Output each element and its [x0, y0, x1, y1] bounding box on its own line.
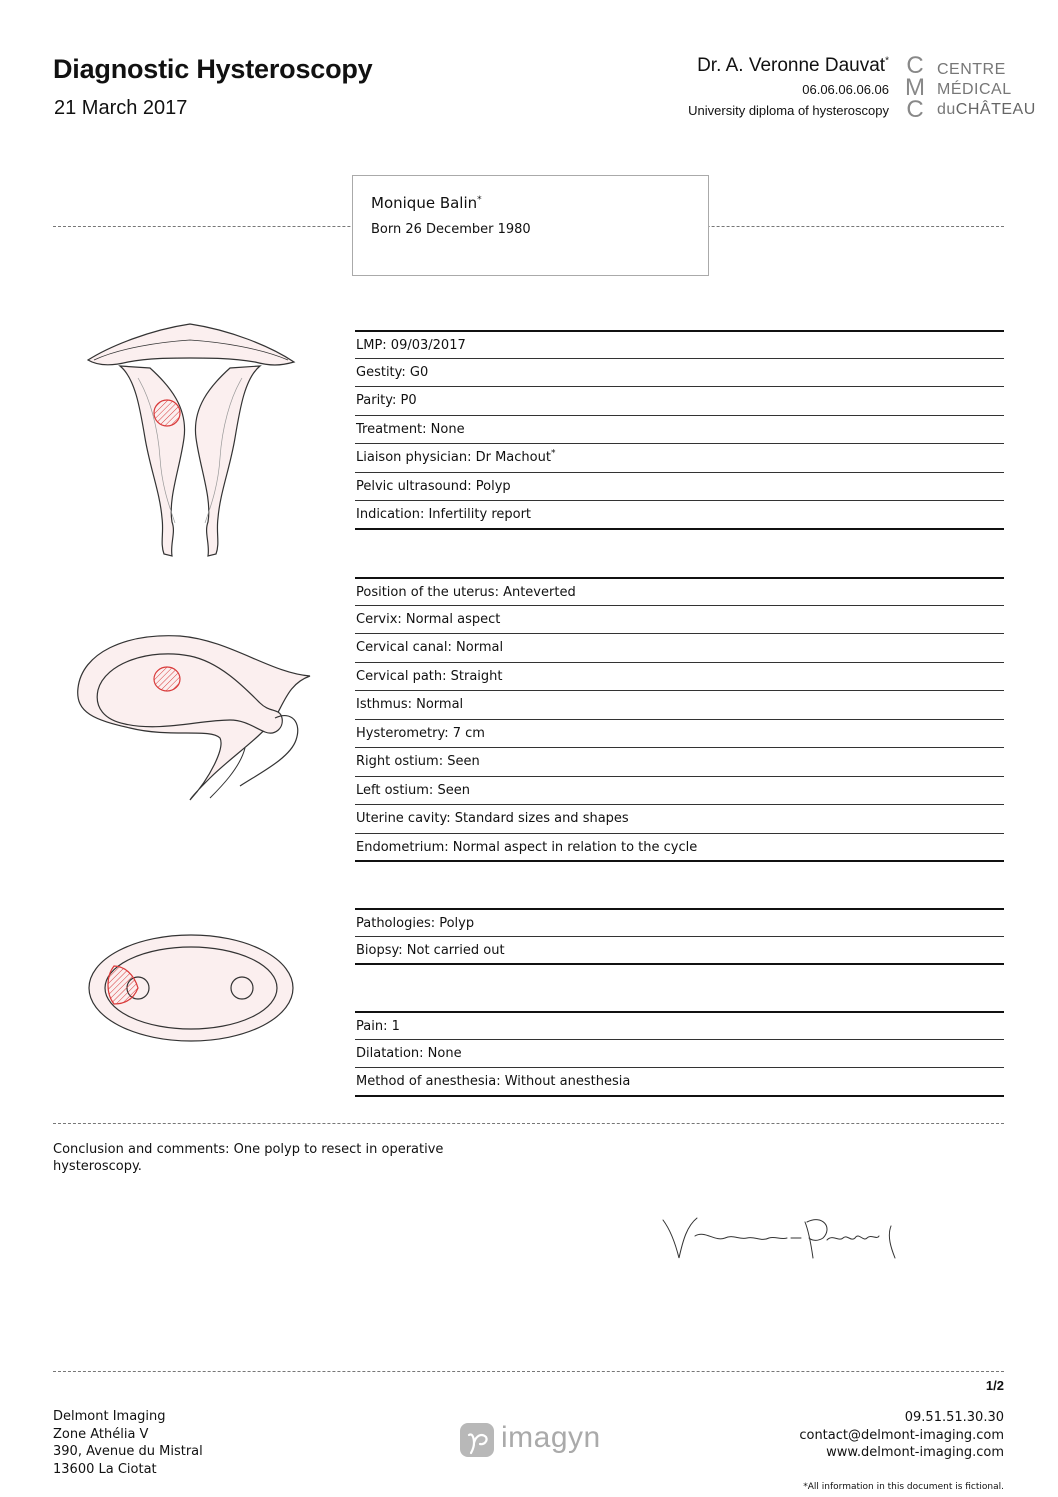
company-contact: 09.51.51.30.30 contact@delmont-imaging.com www.delmont-imaging.com: [799, 1410, 1004, 1460]
table-row: LMP: 09/03/2017: [355, 330, 1004, 359]
doctor-name: Dr. A. Veronne Dauvat*: [697, 55, 889, 76]
table-row: Cervical path: Straight: [355, 663, 1004, 692]
document-date: 21 March 2017: [54, 97, 188, 119]
page-number: 1/2: [985, 1378, 1004, 1393]
table-row: Treatment: None: [355, 416, 1004, 445]
table-row: Left ostium: Seen: [355, 777, 1004, 806]
table-row: Gestity: G0: [355, 359, 1004, 388]
imagyn-logo-icon: [460, 1423, 494, 1457]
uterine-cavity-diagram: [86, 932, 296, 1044]
patient-birthdate: Born 26 December 1980: [371, 222, 531, 237]
table-row: Right ostium: Seen: [355, 748, 1004, 777]
table-row: Liaison physician: Dr Machout*: [355, 444, 1004, 473]
table-row: Method of anesthesia: Without anesthesia: [355, 1068, 1004, 1097]
fiction-footnote: *All information in this document is fictional.: [803, 1482, 1004, 1492]
history-table: [355, 330, 1004, 530]
doctor-diploma: University diploma of hysteroscopy: [688, 103, 889, 118]
divider-dashed: [53, 1371, 1004, 1372]
uterus-frontal-diagram: [80, 318, 305, 563]
doctor-phone: 06.06.06.06.06: [802, 82, 889, 97]
table-row: Pathologies: Polyp: [355, 908, 1004, 937]
table-row: Pelvic ultrasound: Polyp: [355, 473, 1004, 502]
table-row: Indication: Infertility report: [355, 501, 1004, 530]
divider-dashed: [53, 1123, 1004, 1124]
clinic-name: CENTRE MÉDICAL duCHÂTEAU: [937, 61, 1036, 118]
table-row: Endometrium: Normal aspect in relation to the cycle: [355, 834, 1004, 863]
exam-table: [355, 577, 1004, 862]
findings-table: [355, 908, 1004, 965]
table-row: Cervix: Normal aspect: [355, 606, 1004, 635]
procedure-table: [355, 1011, 1004, 1097]
table-row: Isthmus: Normal: [355, 691, 1004, 720]
document-title: Diagnostic Hysteroscopy: [53, 54, 373, 84]
patient-card: [352, 175, 709, 276]
table-row: Position of the uterus: Anteverted: [355, 577, 1004, 606]
table-row: Cervical canal: Normal: [355, 634, 1004, 663]
table-row: Pain: 1: [355, 1011, 1004, 1040]
table-row: Uterine cavity: Standard sizes and shapes: [355, 805, 1004, 834]
table-row: Biopsy: Not carried out: [355, 937, 1004, 966]
conclusion-text: Conclusion and comments: One polyp to resect in operative hysteroscopy.: [53, 1142, 444, 1174]
table-row: Parity: P0: [355, 387, 1004, 416]
uterus-sagittal-diagram: [70, 628, 315, 806]
clinic-logo-mark: C M C: [905, 52, 925, 123]
imagyn-brand: imagyn: [501, 1421, 601, 1454]
patient-name: Monique Balin*: [371, 194, 482, 212]
doctor-signature: [655, 1208, 915, 1268]
company-address: Delmont Imaging Zone Athélia V 390, Avenue du Mistral 13600 La Ciotat: [53, 1409, 203, 1477]
table-row: Hysterometry: 7 cm: [355, 720, 1004, 749]
table-row: Dilatation: None: [355, 1040, 1004, 1069]
